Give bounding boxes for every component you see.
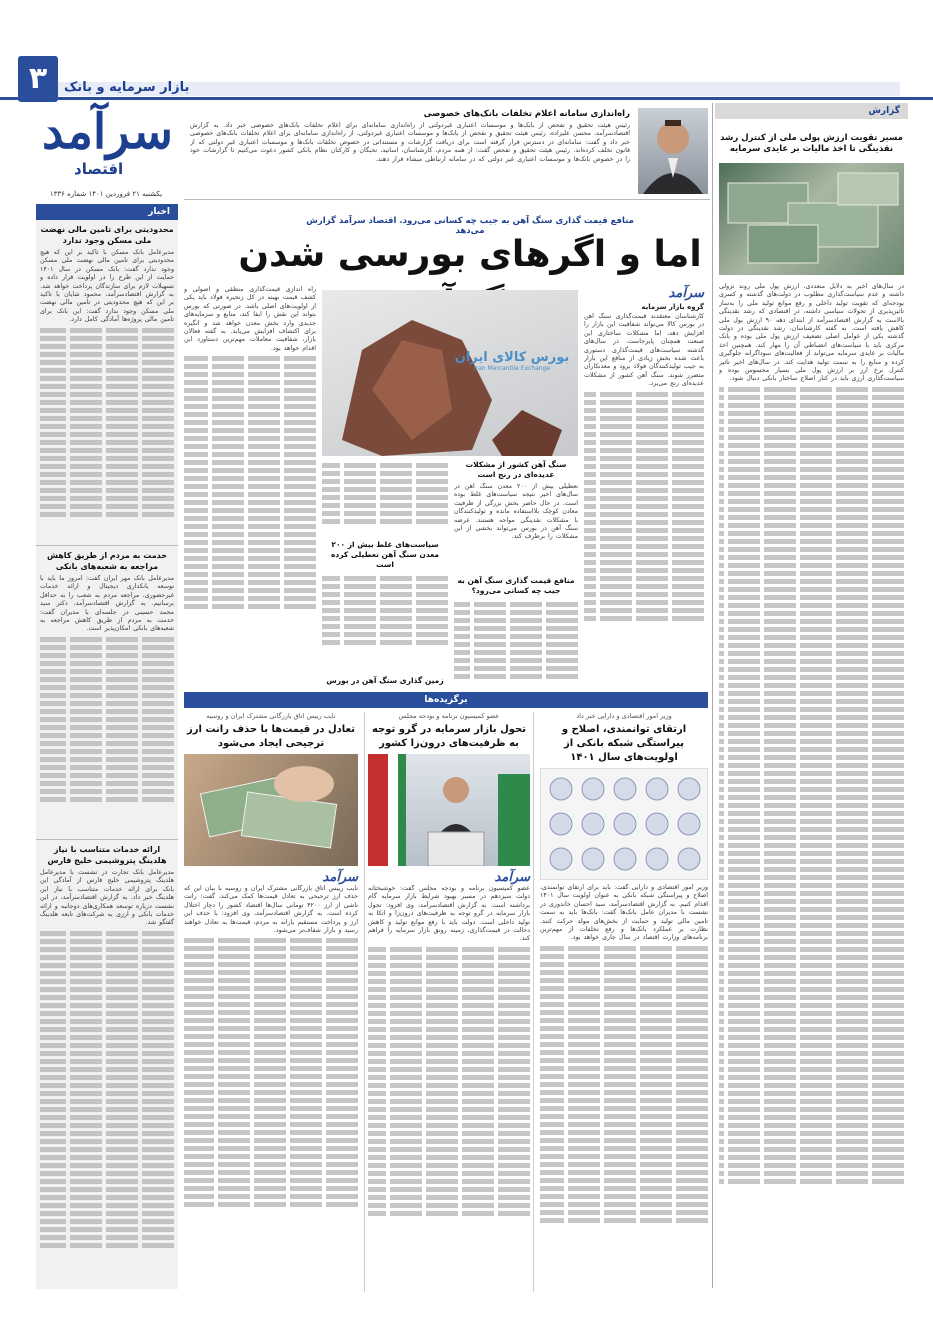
highlight-title: تعادل در قیمت‌ها با حذف رانت ارز ترجیحی ایجاد می‌شود bbox=[187, 724, 355, 749]
section-title: بازار سرمایه و بانک bbox=[64, 80, 190, 95]
highlight-kicker: نایب رییس اتاق بازرگانی مشترک ایران و روسیه bbox=[206, 712, 336, 720]
highlight-body bbox=[368, 885, 530, 1285]
news-item-title: ارائه خدمات متناسب با نیاز هلدینگ پتروشیمی خلیج فارس bbox=[47, 845, 167, 865]
news-item bbox=[36, 545, 178, 839]
highlight-photo bbox=[540, 768, 708, 880]
main-col-3 bbox=[322, 460, 448, 686]
newspaper-logo bbox=[40, 104, 175, 190]
highlight-kicker: عضو کمیسیون برنامه و بودجه مجلس bbox=[398, 712, 500, 720]
news-item-body bbox=[40, 869, 174, 1289]
news-item-title: محدودیتی برای تامین مالی نهضت ملی مسکن وجود ندارد bbox=[40, 225, 174, 245]
report-body bbox=[719, 283, 904, 1293]
main-col-right bbox=[584, 286, 704, 686]
report-label: گزارش bbox=[715, 103, 908, 119]
highlight-title: ارتقای توانمندی، اصلاح و پیراستگی شبکه بانکی از اولویت‌های سال ۱۴۰۱ bbox=[561, 724, 687, 763]
news-item bbox=[36, 839, 178, 1293]
report-body-text: در سال‌های اخیر به دلایل متعددی، ارزش پول ملی روند نزولی داشته و عدم سیاست‌گذاری مطلوب در دولت‌های گذشته و کسری بودجه‌ای که تقویت تولید داخلی و رفع موانع تولید ملی را به‌ساز تاثیرپذیری از تحولات سیاسی داشته، در اقتصادی که رشد نقدینگی بالاست به گزارش اقتصادسرآمد از ابتدای دهه ۹۰ ارزش پول ملی کاهش یافته است. به گفته کارشناسان، رشد نقدینگی در دولت گذشته یکی از عوامل اصلی تضعیف ارزش پول ملی بوده و بانک مرکزی باید با سیاست‌های انضباطی آن را مهار کند. همچنین اخذ مالیات بر عایدی سرمایه می‌تواند از فعالیت‌های سوداگرانه جلوگیری کرده و منابع را به سمت تولید هدایت کند. در سال‌های اخیر تاثیر کنترل نرخ ارز بر ارزش پول ملی بسیار محسوس بوده و سیاست‌گذاری ارزی باید در کنار اصلاح ساختار بانکی دنبال شود. bbox=[719, 283, 904, 383]
highlight-body bbox=[184, 885, 358, 1285]
highlight-signature: سرآمد bbox=[322, 870, 358, 885]
main-body-a bbox=[584, 313, 704, 683]
news-item-text: مدیرعامل بانک مهر ایران گفت: امروز ما باید با توسعه بانکداری دیجیتال و ارائه خدمات غیرحضوری، مراجعه مردم به شعب را به حداقل برسانیم. به گزارش اقتصادسرآمد، دکتر سید محمد حسینی در جلسه‌ای با مدیران گفت: خدمت به مردم از طریق کاهش مراجعه به شعبه‌های بانکی امکان‌پذیر است. bbox=[40, 575, 174, 633]
exchange-name-fa: بورس کالای ایران bbox=[454, 350, 570, 365]
top-news-box bbox=[184, 104, 710, 200]
logo-sub: اقتصاد bbox=[74, 160, 124, 178]
byline-signature: سرآمد bbox=[668, 286, 704, 301]
top-news-body: رئیس هیئت تحقیق و تفحص از بانک‌ها و موسسات اعتباری غیردولتی از راه‌اندازی سامانه‌ای برای اعلام تخلفات بانک‌های خصوصی خبر داد. به گزارش اقتصادسرآمد، محسن علیزاده، رئیس هیئت تحقیق و تفحص از بانک‌ها و موسسات اعتباری غیردولتی، از راه‌اندازی سامانه‌ای برای اعلام تخلفات بانک‌های خصوصی خبر داد و گفت: سامانه‌ای در دسترس قرار گرفته است برای دریافت گزارشات و مستنداتی در خصوص تخلفات بانک‌ها و موسسات اعتباری غیر دولتی که از قانون تخلف کرده‌اند. رئیس هیئت تحقیق و تفحص گفت: از همه مردم، کارشناسان، اساتید، نخبگان و کارکنان نظام بانکی کشور دعوت می‌کنیم تا گزارشات خود را در خصوص بانک‌ها و موسسات اعتباری غیر دولتی که در سامانه ارتباطی میشاء قرار دهند. bbox=[190, 122, 630, 163]
main-kicker: منافع قیمت گذاری سنگ آهن به جیب چه کسانی می‌رود. اقتصاد سرآمد گزارش می‌دهد bbox=[306, 216, 634, 236]
highlight-item bbox=[184, 712, 358, 1292]
main-headline: اما و اگرهای بورسی شدن bbox=[238, 234, 702, 275]
report-column bbox=[712, 103, 910, 1288]
currency-cash-icon bbox=[184, 754, 358, 866]
exchange-logo bbox=[452, 350, 572, 372]
main-subhead-4: زمین گذاری سنگ آهن در بورس bbox=[326, 676, 444, 685]
main-body-a-text: کارشناسان معتقدند قیمت‌گذاری سنگ آهن در بورس کالا می‌تواند شفافیت این بازار را افزایش دهد، اما مشکلات ساختاری این صنعت همچنان پابرجاست. در سال‌های گذشته سیاست‌های قیمت‌گذاری دستوری باعث شده بخش زیادی از منافع این بازار به جیب تولیدکنندگان فولاد برود و معدنکاران متضرر شوند. سنگ آهن کشور از مشکلات عدیده‌ای رنج می‌برد. bbox=[584, 313, 704, 388]
logo-main: سرآمد bbox=[42, 104, 173, 160]
highlights-label: برگزیده‌ها bbox=[184, 692, 708, 708]
highlight-photo bbox=[368, 754, 530, 866]
news-item-body bbox=[40, 575, 174, 835]
news-item-text: مدیرعامل بانک مسکن با تاکید بر این که هیچ محدودیتی برای تامین مالی نهضت ملی مسکن وجود ندارد گفت: بانک مسکن در سال ۱۴۰۱ حمایت از این طرح را در اولویت قرار داده و تسهیلات لازم برای سازندگان پرداخت خواهد شد. به گزارش اقتصادسرآمد، محمود شایان با تاکید بر این که هیچ محدودیتی در تامین مالی نهضت ملی مسکن وجود ندارد گفت: این بانک برای تامین مالی پروژه‌ها آمادگی کامل دارد. bbox=[40, 249, 174, 324]
page-number: ۳ bbox=[18, 56, 58, 102]
main-subhead-1: سنگ آهن کشور از مشکلات عدیده‌ای در رنج است bbox=[465, 460, 567, 479]
highlight-kicker: وزیر امور اقتصادی و دارایی خبر داد bbox=[576, 712, 672, 720]
report-photo bbox=[719, 163, 904, 275]
top-news-photo bbox=[638, 108, 708, 194]
news-item-body bbox=[40, 249, 174, 541]
main-col-3-text-b bbox=[322, 573, 448, 673]
iron-ore-icon bbox=[322, 290, 578, 456]
main-body-c-cont bbox=[454, 599, 578, 699]
highlight-body bbox=[540, 884, 708, 1304]
news-label: اخبار bbox=[36, 204, 178, 220]
bank-logos-icon bbox=[541, 769, 707, 879]
news-item bbox=[36, 220, 178, 545]
highlight-body-text: نایب رییس اتاق بازرگانی مشترک ایران و روسیه با بیان این که حذف ارز ترجیحی به تعادل قیمت‌ها کمک می‌کند، گفت: رانت ناشی از ارز ۴۲۰۰ تومانی سال‌ها اقتصاد کشور را دچار اختلال کرده است. به گزارش اقتصادسرآمد، وی افزود: با حذف این ارز و پرداخت مستقیم یارانه به مردم، قیمت‌ها به تعادل خواهند رسید و بازار شفاف‌تر می‌شود. bbox=[184, 885, 358, 935]
main-subhead-3: سیاست‌های غلط بیش از ۲۰۰ معدن سنگ آهن تعطیلی کرده است bbox=[330, 540, 440, 569]
highlight-item bbox=[364, 712, 534, 1292]
main-body-c-text: تعطیلی بیش از ۲۰۰ معدن سنگ آهن در سال‌های اخیر نتیجه سیاست‌های غلط بوده است. در حال حاضر بخش بزرگی از ظرفیت معادن کوچک بلااستفاده مانده و تولیدکنندگان با مشکلات نقدینگی مواجه هستند. عرضه سنگ آهن در بورس می‌تواند بخشی از این مشکلات را برطرف کند. bbox=[454, 483, 578, 541]
highlight-title: تحول بازار سرمایه در گرو توجه به ظرفیت‌های درون‌زا کشور bbox=[371, 724, 527, 749]
main-story-photo bbox=[322, 290, 578, 456]
highlight-body-text: وزیر امور اقتصادی و دارایی گفت: باید برای ارتقای توانمندی، اصلاح و پیراستگی شبکه بانکی به عنوان اولویت سال ۱۴۰۱ اقدام کنیم. به گزارش اقتصادسرآمد، سید احسان خاندوزی در نشست با مدیران عامل بانک‌ها گفت: بانک‌ها باید به سمت تامین مالی تولید و حمایت از بخش‌های مولد حرکت کنند. نظارت بر عملکرد بانک‌ها و رفع تخلفات از مهم‌ترین برنامه‌های وزارت اقتصاد در سال جاری خواهد بود. bbox=[540, 884, 708, 942]
highlights-header bbox=[184, 692, 708, 708]
main-col-2 bbox=[454, 460, 578, 686]
speaker-podium-icon bbox=[368, 754, 530, 866]
main-body-b bbox=[184, 286, 316, 682]
news-item-title: خدمت به مردم از طریق کاهش مراجعه به شعبه‌های بانکی bbox=[46, 551, 168, 571]
banknotes-icon bbox=[719, 163, 904, 275]
main-subhead-2: منافع قیمت گذاری سنگ آهن به جیب چه کسانی می‌رود؟ bbox=[457, 576, 575, 595]
news-item-text: مدیرعامل بانک تجارت در نشست با مدیرعامل هلدینگ پتروشیمی خلیج فارس از آمادگی این بانک برای ارائه خدمات متناسب با نیاز این هلدینگ خبر داد. به گزارش اقتصادسرآمد، در این نشست درباره توسعه همکاری‌های دوجانبه و ارائه خدمات بانکی و ارزی به شرکت‌های تابعه هلدینگ گفتگو شد. bbox=[40, 869, 174, 927]
main-col-3-text bbox=[322, 460, 448, 540]
report-title: مسیر تقویت ارزش پولی ملی از کنترل رشد نقدینگی تا اخذ مالیات بر عایدی سرمایه bbox=[720, 133, 903, 154]
portrait-icon bbox=[638, 108, 708, 194]
main-col-left bbox=[184, 286, 316, 686]
highlight-signature: سرآمد bbox=[494, 870, 530, 885]
top-news-title: راه‌اندازی سامانه اعلام تخلفات بانک‌های خصوصی bbox=[423, 109, 630, 119]
news-column bbox=[36, 204, 178, 1289]
exchange-name-en: Iran Mercantile Exchange bbox=[473, 365, 551, 372]
byline: گروه بازار سرمایه bbox=[641, 303, 704, 311]
highlight-item bbox=[540, 712, 708, 1292]
highlight-body-text: عضو کمیسیون برنامه و بودجه مجلس گفت: خوشبختانه دولت سیزدهم در مسیر بهبود شرایط بازار سرمایه گام برداشته است. به گزارش اقتصادسرآمد، وی افزود: تحول بازار سرمایه در گرو توجه به ظرفیت‌های درون‌زا و اتکا به تولید داخلی است. دولت باید با رفع موانع تولید و کاهش دخالت در قیمت‌گذاری، زمینه رونق بازار سرمایه را فراهم کند. bbox=[368, 885, 530, 943]
issue-date: یکشنبه ۲۱ فروردین ۱۴۰۱ شماره ۱۳۳۶ bbox=[49, 190, 163, 198]
main-body-c bbox=[454, 483, 578, 573]
main-body-b-text: راه اندازی قیمت‌گذاری منطقی و اصولی و کشف قیمت بهینه در کل زنجیره فولاد باید یکی از اولویت‌های اصلی باشد. در صورتی که بورس بتواند این نقش را ایفا کند، منابع و سرمایه‌های جدیدی وارد بخش معدن خواهد شد و انگیزه برای اکتشاف افزایش می‌یابد. به گفته فعالان بازار، شفافیت معاملات مهم‌ترین دستاورد این اقدام خواهد بود. bbox=[184, 286, 316, 352]
highlight-photo bbox=[184, 754, 358, 866]
